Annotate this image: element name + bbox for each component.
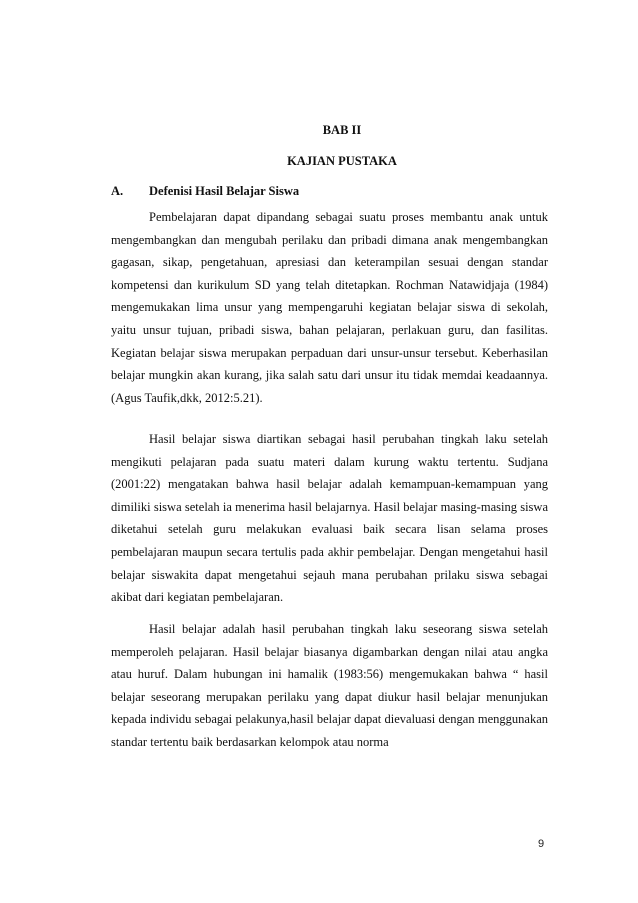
body-paragraph-3 [111, 618, 548, 754]
page-number: 9 [538, 838, 545, 850]
body-paragraph-1 [111, 206, 548, 409]
body-paragraph-2 [111, 428, 548, 609]
paragraph-text: Hasil belajar siswa diartikan sebagai hasil perubahan tingkah laku setelah mengikuti pelajaran pada suatu materi dalam kurung waktu tertentu. Sudjana (2001:22) mengatakan bahwa hasil belajar adalah kemampuan-kemampuan yang dimiliki siswa setelah ia menerima hasil belajarnya. Hasil belajar masing-masing siswa diketahui setelah guru melakukan evaluasi baik secara lisan selama proses pembelajaran maupun secara tertulis pada akhir pembelajar. Dengan mengetahui hasil belajar siswakita dapat mengetahui sejauh mana perubahan prilaku siswa sebagai akibat dari kegiatan pembelajaran. [111, 432, 548, 605]
section-title: Defenisi Hasil Belajar Siswa [149, 184, 300, 198]
paragraph-text: Pembelajaran dapat dipandang sebagai suatu proses membantu anak untuk mengembangkan dan mengubah perilaku dan pribadi dimana anak mengembangkan gagasan, sikap, pengetahuan, apresiasi dan keterampilan sesuai dengan standar kompetensi dan kurikulum SD yang telah ditetapkan. Rochman Natawidjaja (1984) mengemukakan lima unsur yang mempengaruhi kegiatan belajar siswa di sekolah, yaitu unsur tujuan, pribadi siswa, bahan pelajaran, perlakuan guru, dan fasilitas. Kegiatan belajar siswa merupakan perpaduan dari unsur-unsur tersebut. Keberhasilan belajar mungkin akan kurang, jika salah satu dari unsur itu tidak memdai keadaannya. (Agus Taufik,dkk, 2012:5.21). [111, 210, 548, 405]
chapter-title: KAJIAN PUSTAKA [287, 154, 397, 168]
chapter-number: BAB II [322, 123, 362, 137]
section-heading [111, 184, 299, 199]
section-number: A. [111, 184, 124, 198]
paragraph-text: Hasil belajar adalah hasil perubahan tingkah laku seseorang siswa setelah memperoleh pelajaran. Hasil belajar biasanya digambarkan dengan nilai atau angka atau huruf. Dalam hubungan ini hamalik (1983:56) mengemukakan bahwa “ hasil belajar seseorang merupakan perilaku yang dapat diukur hasil belajar menunjukan kepada individu sebagai pelakunya,hasil belajar dapat dievaluasi dengan menggunakan standar tertentu baik berdasarkan kelompok atau norma [111, 622, 548, 749]
